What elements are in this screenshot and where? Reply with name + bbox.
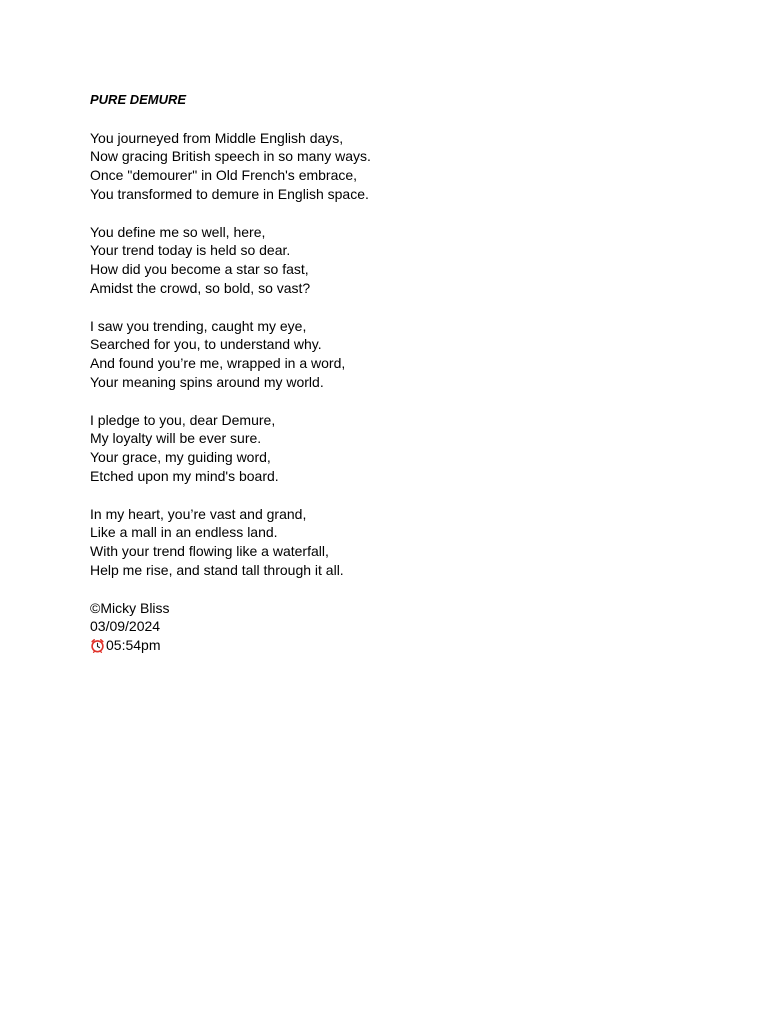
poem-line: Amidst the crowd, so bold, so vast? xyxy=(90,279,311,296)
signature-time-row xyxy=(90,636,690,655)
signature-time: 05:54pm xyxy=(106,637,161,654)
stanza-2 xyxy=(90,223,690,298)
stanza-4 xyxy=(90,411,690,486)
poem-line: Your meaning spins around my world. xyxy=(90,373,324,390)
poem-line: I saw you trending, caught my eye, xyxy=(90,317,307,334)
poem-line: How did you become a star so fast, xyxy=(90,261,309,278)
poem-line: You transformed to demure in English space. xyxy=(90,185,369,202)
stanza-5 xyxy=(90,505,690,580)
poem-line: With your trend flowing like a waterfall, xyxy=(90,543,329,560)
poem-line: You define me so well, here, xyxy=(90,223,266,240)
signature-block xyxy=(90,599,690,655)
poem-line: You journeyed from Middle English days, xyxy=(90,129,344,146)
poem-line: I pledge to you, dear Demure, xyxy=(90,411,276,428)
poem-title: PURE DEMURE xyxy=(90,92,187,107)
signature-date: 03/09/2024 xyxy=(90,618,161,635)
poem-line: And found you’re me, wrapped in a word, xyxy=(90,355,346,372)
poem-line: Once "demourer" in Old French's embrace, xyxy=(90,167,358,184)
poem-line: Help me rise, and stand tall through it all. xyxy=(90,561,344,578)
poem-line: Now gracing British speech in so many ways. xyxy=(90,148,371,165)
poem-line: Etched upon my mind's board. xyxy=(90,467,279,484)
poem-line: Searched for you, to understand why. xyxy=(90,336,322,353)
author-credit: ©Micky Bliss xyxy=(90,599,170,616)
alarm-clock-icon xyxy=(90,638,105,653)
stanza-1 xyxy=(90,129,690,204)
stanza-3 xyxy=(90,317,690,392)
poem-line: Like a mall in an endless land. xyxy=(90,524,278,541)
poem-line: In my heart, you’re vast and grand, xyxy=(90,505,307,522)
poem-line: My loyalty will be ever sure. xyxy=(90,430,262,447)
poem-line: Your trend today is held so dear. xyxy=(90,242,291,259)
poem-line: Your grace, my guiding word, xyxy=(90,449,271,466)
document-page xyxy=(90,91,690,655)
